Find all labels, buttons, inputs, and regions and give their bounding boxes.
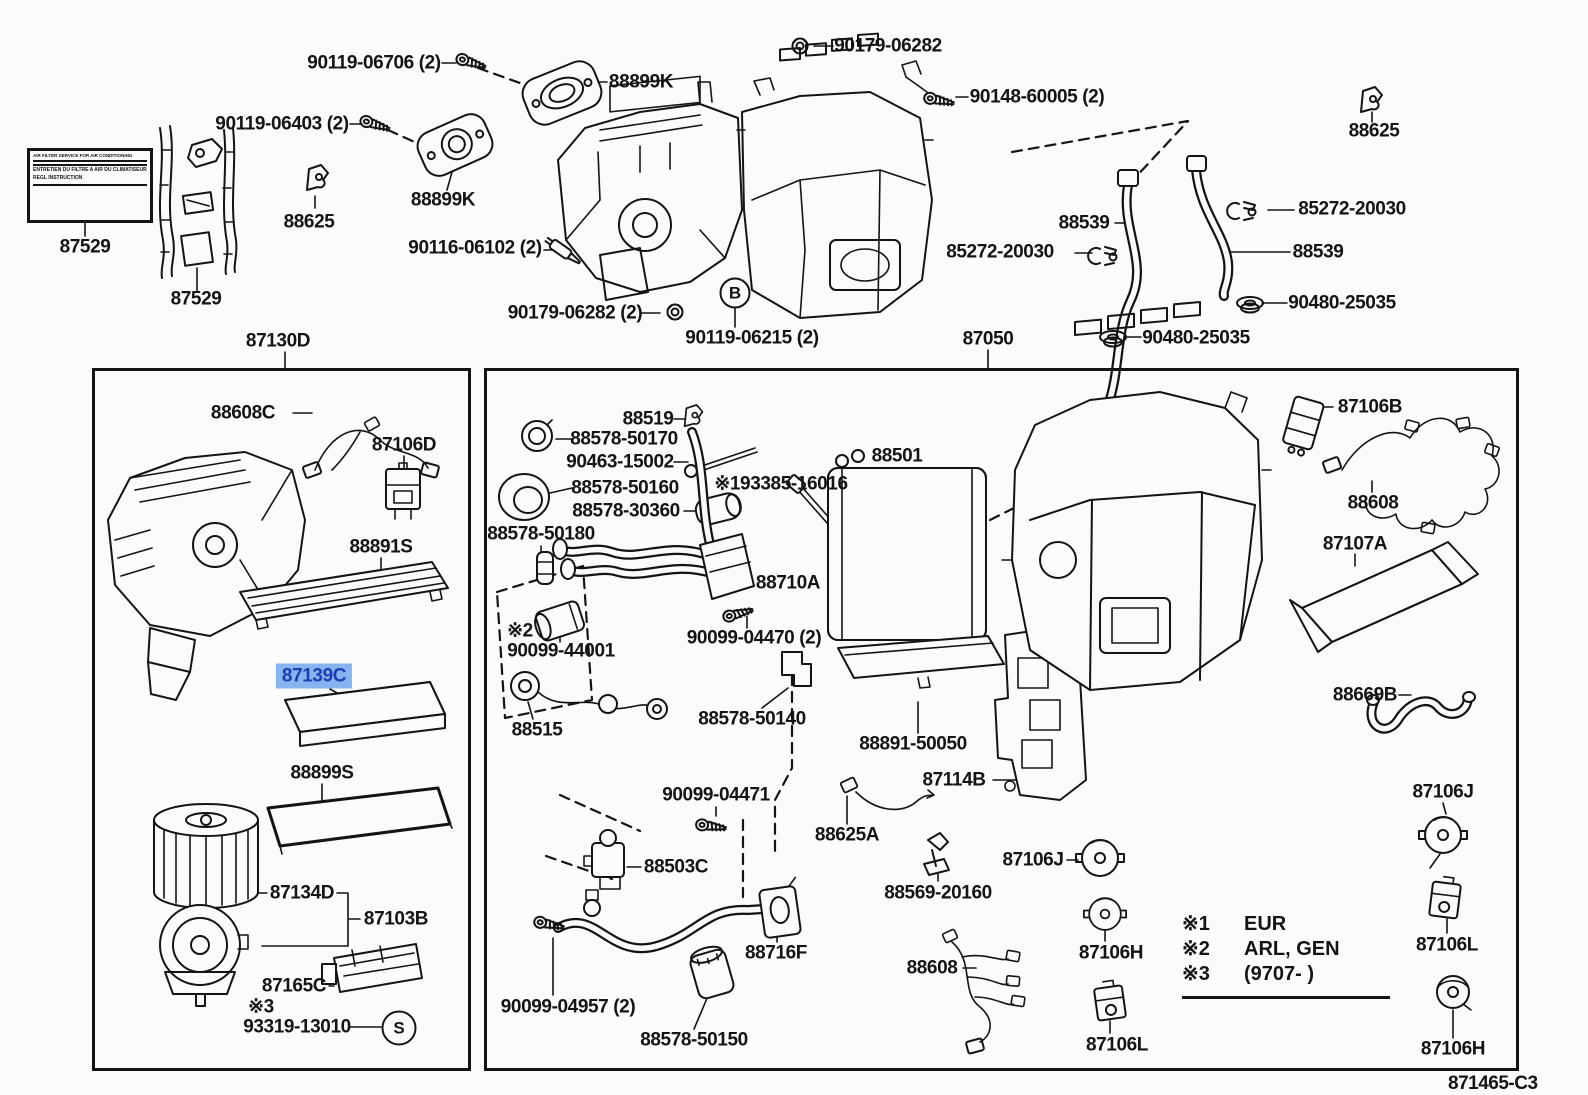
part-label-87106h: 87106H: [1078, 942, 1144, 964]
part-label-87106d: 87106D: [371, 434, 437, 456]
left-assembly-box: [92, 368, 471, 1071]
part-label-88710a: 88710A: [755, 572, 821, 594]
part-label-87114b: 87114B: [922, 769, 986, 791]
part-label-87103b: 87103B: [363, 908, 429, 930]
part-label-90099-04471: 90099-04471: [662, 784, 770, 806]
legend-mark: ※2: [1182, 938, 1210, 960]
part-label-88625a: 88625A: [814, 824, 880, 846]
part-label-90480-25035: 90480-25035: [1142, 327, 1250, 349]
part-label-88578-30360: 88578-30360: [572, 500, 680, 522]
part-label-87139c[interactable]: 87139C: [276, 664, 352, 689]
legend-text: EUR: [1244, 913, 1287, 935]
part-label-88716f: 88716F: [744, 942, 808, 964]
part-label-87106h: 87106H: [1420, 1038, 1486, 1060]
part-label-88625: 88625: [283, 211, 335, 233]
part-label-88503c: 88503C: [643, 856, 709, 878]
part-label-87529: 87529: [170, 288, 222, 310]
sticker-line-1: AIR FILTER SERVICE FOR AIR CONDITIONING: [33, 153, 133, 158]
part-label-87106j: 87106J: [1002, 849, 1064, 871]
part-label-88519: 88519: [622, 408, 674, 430]
sticker-line-2: ENTRETIEN DU FILTRE A AIR DU CLIMATISEUR: [33, 167, 147, 173]
part-label-90119-06706-2: 90119-06706 (2): [307, 52, 441, 74]
part-label-90480-25035: 90480-25035: [1288, 292, 1396, 314]
part-label-88569-20160: 88569-20160: [884, 882, 992, 904]
sticker-rule: [33, 164, 147, 166]
part-label-87106b: 87106B: [1337, 396, 1403, 418]
part-label-87106l: 87106L: [1085, 1034, 1149, 1056]
part-label-88669b: 88669B: [1332, 684, 1398, 706]
part-label-90179-06282-2: 90179-06282 (2): [507, 302, 643, 324]
part-label-90099-44001: 90099-44001: [507, 640, 615, 662]
sticker-line-3: REGL INSTRUCTION: [33, 174, 83, 181]
part-label-88578-50180: 88578-50180: [487, 523, 595, 545]
part-label-87130d: 87130D: [245, 330, 311, 352]
part-label-87529: 87529: [59, 236, 111, 258]
variant-legend: [1182, 912, 1412, 999]
part-label-90119-06403-2: 90119-06403 (2): [215, 113, 349, 135]
part-label-88515: 88515: [511, 719, 563, 741]
legend-row: [1182, 937, 1412, 962]
part-label-87050: 87050: [962, 328, 1014, 350]
part-label-88899k: 88899K: [410, 189, 476, 211]
part-label-88891s: 88891S: [349, 536, 413, 558]
legend-text: ARL, GEN: [1244, 938, 1340, 960]
part-label-88539: 88539: [1058, 212, 1110, 234]
part-label-85272-20030: 85272-20030: [1298, 198, 1406, 220]
part-label-87106l: 87106L: [1415, 934, 1479, 956]
legend-underline: [1182, 996, 1390, 999]
part-label-88578-50160: 88578-50160: [571, 477, 679, 499]
part-label-88899k: 88899K: [608, 71, 674, 93]
part-label-88578-50140: 88578-50140: [698, 708, 806, 730]
legend-mark: ※3: [1182, 963, 1210, 985]
part-label-90119-06215-2: 90119-06215 (2): [685, 327, 819, 349]
part-label-193385-16016: ※193385-16016: [714, 473, 848, 495]
part-label-87106j: 87106J: [1412, 781, 1474, 803]
part-label-87107a: 87107A: [1322, 533, 1388, 555]
part-label-90148-60005-2: 90148-60005 (2): [969, 86, 1105, 108]
circled-letter-b: B: [720, 278, 751, 309]
sticker-rule: [33, 160, 147, 162]
part-label-88578-50170: 88578-50170: [570, 428, 678, 450]
part-label-85272-20030: 85272-20030: [946, 241, 1054, 263]
part-label-3: ※3: [248, 996, 274, 1018]
drawing-code: 871465-C3: [1448, 1073, 1538, 1094]
legend-row: [1182, 912, 1412, 937]
part-label-88501: 88501: [871, 445, 923, 467]
part-label-88578-50150: 88578-50150: [640, 1029, 748, 1051]
part-label-88891-50050: 88891-50050: [859, 733, 967, 755]
circled-letter-s: S: [382, 1011, 417, 1046]
part-label-87165c: 87165C: [261, 975, 327, 997]
part-label-93319-13010: 93319-13010: [243, 1016, 351, 1038]
part-label-88608c: 88608C: [210, 402, 276, 424]
part-label-90116-06102-2: 90116-06102 (2): [408, 237, 542, 259]
part-label-88625: 88625: [1348, 120, 1400, 142]
air-filter-strips-art: [160, 126, 237, 278]
part-label-90463-15002: 90463-15002: [566, 451, 674, 473]
air-filter-caution-sticker: [27, 148, 153, 223]
part-label-88539: 88539: [1292, 241, 1344, 263]
part-label-90099-04470-2: 90099-04470 (2): [686, 627, 822, 649]
part-label-90179-06282: 90179-06282: [834, 35, 942, 57]
legend-row: [1182, 962, 1412, 987]
part-label-88899s: 88899S: [290, 762, 354, 784]
sticker-rule: [33, 184, 147, 186]
part-label-88608: 88608: [1347, 492, 1399, 514]
part-label-87134d: 87134D: [269, 882, 335, 904]
part-label-88608: 88608: [906, 957, 958, 979]
part-label-2: ※2: [507, 620, 533, 642]
legend-text: (9707- ): [1244, 963, 1315, 985]
legend-mark: ※1: [1182, 913, 1210, 935]
part-label-90099-04957-2: 90099-04957 (2): [500, 996, 636, 1018]
